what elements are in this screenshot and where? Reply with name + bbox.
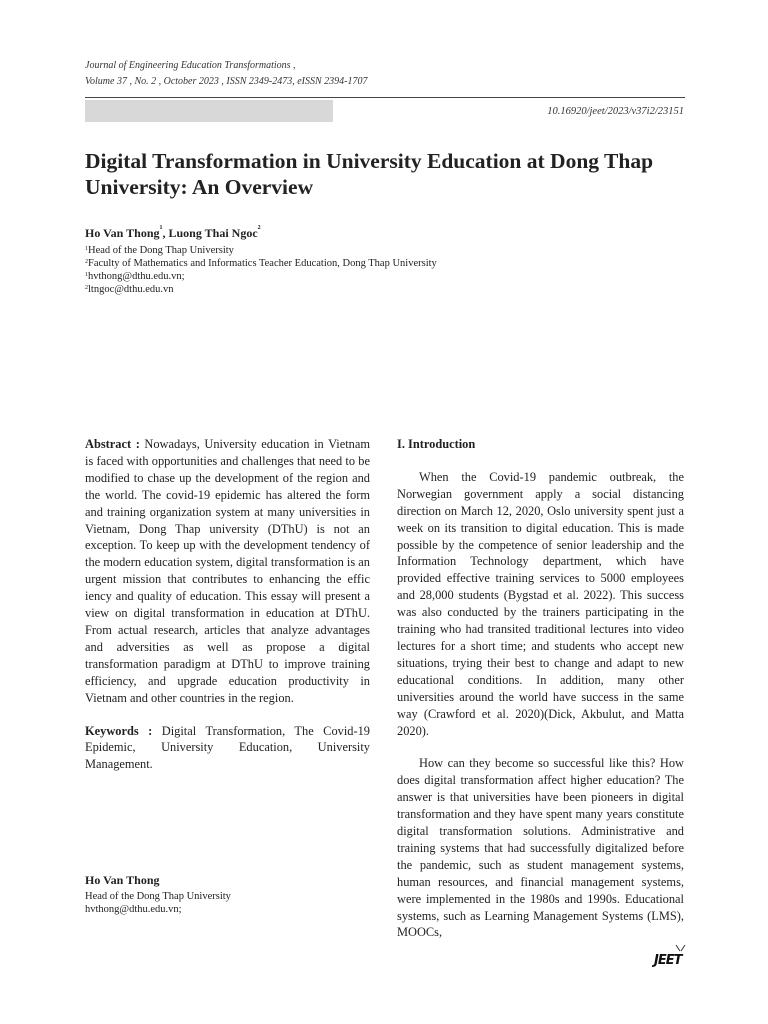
footnote-email[interactable]: hvthong@dthu.edu.vn;: [85, 904, 182, 915]
left-column: [85, 436, 370, 789]
author-footnote: [85, 874, 231, 916]
affiliation: $^2$Faculty of Mathematics and Informatics Teacher Education, Dong Thap University: [85, 258, 437, 269]
footnote-name: Ho Van Thong: [85, 873, 160, 887]
body-paragraph: How can they become so successful like this? How does digital transformation affect higher education? The answer is that universities have been pioneers in digital transformation and they have spent many years constitute digital transformation solutions. Administrative and training systems that had successfully digitalized before the pandemic, such as student management systems, human resources, and financial management systems, were implemented in the 1980s and 1990s. Educational systems, such as Learning Management Systems (LMS), MOOCs,: [397, 756, 684, 940]
keywords: [85, 723, 370, 774]
author-email: $^2$ltngoc@dthu.edu.vn: [85, 284, 174, 295]
keywords-label: Keywords :: [85, 723, 153, 738]
affiliation: $^1$Head of the Dong Thap University: [85, 245, 234, 256]
abstract-text: Nowadays, University education in Vietnam is faced with opportunities and challenges that need to be modified to chase up the development of the region and the world. The covid-19 epidemic has altered the form and training organization system at many universities in Vietnam, Dong Thap university (DThU) is not an exception. To keep up with the development tendency of the modern education system, digital transformation is an urgent mission that contributes to enhancing the effic iency and quality of education. This essay will present a view on digital transformation in education at DThU. From actual research, articles that analyze advantages and adversities as well as propose a digital transformation paradigm at DThU to improve training efficiency, and upgrade education productivity in Vietnam and other countries in the region.: [85, 437, 370, 705]
author-name: Ho Van Thong: [85, 226, 160, 240]
jeet-logo: [652, 943, 688, 971]
author-list: Ho Van Thong$^1$, Luong Thai Ngoc$^2$: [85, 225, 261, 240]
jeet-logo-icon: [652, 943, 688, 967]
abstract-label: Abstract :: [85, 437, 140, 451]
doi[interactable]: 10.16920/jeet/2023/v37i2/23151: [547, 106, 684, 117]
journal-name: Journal of Engineering Education Transformations ,: [85, 60, 296, 71]
header-divider: [85, 97, 685, 98]
journal-header: [85, 58, 367, 90]
affiliations: [85, 244, 437, 296]
author-name: Luong Thai Ngoc: [168, 226, 258, 240]
author-email: $^1$hvthong@dthu.edu.vn;: [85, 271, 185, 282]
journal-volume: Volume 37 , No. 2 , October 2023 , ISSN 2349-2473, eISSN 2394-1707: [85, 76, 368, 87]
section-heading: I. Introduction: [397, 437, 476, 451]
abstract: [85, 436, 370, 707]
body-paragraph: When the Covid-19 pandemic outbreak, the Norwegian government apply a social distancing direction on March 12, 2020, Oslo university spent just a week on its transition to digital education. This is made possible by the competence of senior leadership and the Information Technology department, which have provided effective training services to 5000 employees and 28,000 students (Bygstad et al. 2022). This success was also conducted by the trainers participating in the training who had transited traditional lectures into video lectures for a short time; and students who accept new situations, trying their best to change and adapt to new educational conditions. In addition, many other universities around the world have success in the same way (Crawford et al. 2020)(Dick, Akbulut, and Matta 2020).: [397, 469, 684, 738]
footnote-role: Head of the Dong Thap University: [85, 891, 231, 902]
right-column: [397, 436, 684, 957]
keywords-text: Digital Transformation, The Covid-19 Epidemic, University Education, University Management.: [85, 723, 370, 772]
svg-text:JEET: JEET: [654, 953, 682, 967]
paper-title: Digital Transformation in University Education at Dong Thap University: An Overview: [85, 149, 654, 199]
header-grey-band: [85, 100, 333, 122]
